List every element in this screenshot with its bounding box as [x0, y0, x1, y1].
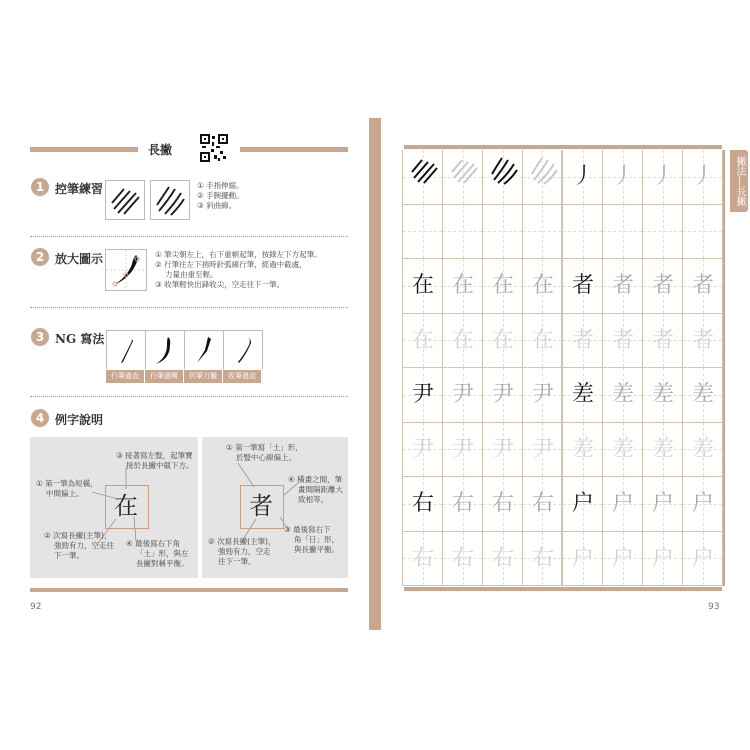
stroke-practice-light-2	[528, 154, 560, 186]
grid-char: 户	[651, 545, 674, 571]
grid-char: 者	[691, 273, 714, 298]
example-panel-2	[202, 437, 348, 578]
example-char: 在	[114, 492, 138, 520]
ng-label-1: 行筆過直	[106, 370, 144, 383]
grid-char: 右	[411, 491, 434, 516]
stroke-practice-light-1	[448, 154, 480, 186]
grid-char: 右	[531, 545, 554, 571]
grid-char: 户	[691, 545, 714, 571]
ng-example-2	[145, 330, 185, 369]
example-panel-1	[30, 437, 198, 578]
divider	[30, 396, 348, 397]
grid-char: 丿	[691, 164, 714, 189]
bottom-bar	[30, 588, 348, 592]
control-practice-1	[105, 180, 145, 220]
grid-char: 差	[691, 382, 714, 407]
example-2-note-2: ② 次寫長撇(主筆)， 強勁有力，空走 往下一筆。	[208, 537, 276, 566]
grid-char: 者	[651, 327, 674, 353]
ng-example-3	[184, 330, 224, 369]
grid-char: 者	[611, 327, 634, 353]
grid-char: 右	[491, 491, 514, 516]
practice-grid	[402, 150, 725, 586]
grid-char: 户	[611, 545, 634, 571]
qr-code-icon	[200, 134, 228, 162]
grid-char: 尹	[531, 436, 554, 462]
ng-label-3: 折筆刀撇	[184, 370, 222, 383]
grid-char: 在	[411, 273, 434, 298]
grid-char: 者	[651, 273, 674, 298]
section-2-notes: ① 筆尖朝左上，右下重頓起筆，按錄左下方起筆。 ② 行筆往左下捎時針弧線行筆，經過中截處， 力量由重至輕。 ③ 收筆輕快出鋒收尖，空走往下一筆。	[155, 250, 322, 289]
grid-bottom-bar	[404, 587, 722, 591]
page-number-right: 93	[708, 602, 720, 612]
grid-char: 右	[411, 545, 434, 571]
grid-char: 尹	[491, 436, 514, 462]
chapter-tab: 撇法—長撇	[730, 150, 748, 212]
grid-char: 右	[451, 491, 474, 516]
grid-char	[443, 212, 483, 252]
grid-char: 在	[411, 327, 434, 353]
grid-char: 户	[651, 491, 674, 516]
grid-char	[483, 212, 523, 252]
title-bar-right	[240, 147, 348, 152]
grid-char: 户	[691, 491, 714, 516]
grid-char: 户	[571, 491, 594, 516]
example-1-note-2: ② 次寫長撇(主筆)， 強勁有力，空走往 下一筆。	[44, 531, 114, 560]
grid-char: 尹	[491, 382, 514, 407]
grid-char: 者	[571, 273, 594, 298]
grid-char: 差	[611, 436, 634, 462]
stroke-practice-dark-2	[488, 154, 520, 186]
grid-char: 尹	[411, 436, 434, 462]
ng-example-1	[106, 330, 146, 369]
stroke-practice-dark-1	[408, 154, 440, 186]
section-2-number: 2	[31, 248, 49, 266]
grid-char: 户	[611, 491, 634, 516]
section-3-title: NG 寫法	[55, 332, 105, 346]
section-1-notes: ① 手指伸縮。 ② 手腕擺動。 ③ 斜曲線。	[197, 181, 244, 210]
grid-char: 差	[571, 436, 594, 462]
page-title: 長撇	[148, 143, 173, 157]
divider	[30, 307, 348, 308]
grid-char: 者	[571, 327, 594, 353]
grid-char: 尹	[411, 382, 434, 407]
grid-char: 差	[571, 382, 594, 407]
grid-char: 右	[531, 491, 554, 516]
grid-char	[603, 212, 643, 252]
grid-char	[643, 212, 683, 252]
grid-char: 户	[571, 545, 594, 571]
grid-char: 右	[491, 545, 514, 571]
grid-char: 在	[491, 273, 514, 298]
enlarged-stroke-diagram	[105, 249, 147, 291]
section-3-number: 3	[31, 328, 49, 346]
example-2-note-3: ④ 橫畫之間，筆 畫間隔距離大 致相等。	[288, 475, 343, 504]
grid-char: 尹	[451, 382, 474, 407]
grid-char: 丿	[571, 164, 594, 189]
example-2-note-4: ③ 最後寫右下 角「日」形， 與長撇平衡。	[284, 525, 339, 554]
grid-char: 在	[531, 327, 554, 353]
page-number-left: 92	[30, 602, 42, 612]
grid-top-bar	[404, 145, 722, 149]
example-1-note-1: ① 第一筆為短橫， 中間偏上。	[36, 479, 98, 498]
grid-char: 尹	[451, 436, 474, 462]
title-bar-left	[30, 147, 138, 152]
grid-char: 差	[651, 436, 674, 462]
grid-char: 者	[611, 273, 634, 298]
example-2-note-1: ① 第一筆寫「土」形， 於豎中心線偏上。	[226, 443, 303, 462]
grid-char: 在	[491, 327, 514, 353]
grid-char: 尹	[531, 382, 554, 407]
grid-char: 在	[451, 327, 474, 353]
grid-char: 丿	[611, 164, 634, 189]
grid-char: 在	[451, 273, 474, 298]
ng-label-2: 行筆過彎	[145, 370, 183, 383]
grid-char: 者	[691, 327, 714, 353]
control-practice-2	[150, 180, 190, 220]
ng-label-4: 收筆過直	[223, 370, 261, 383]
grid-char: 丿	[651, 164, 674, 189]
section-1-number: 1	[31, 178, 49, 196]
divider	[30, 236, 348, 237]
example-1-note-3: ③ 接著寫左豎，起筆寶 接於長撇中截下方。	[116, 451, 194, 470]
grid-char: 差	[611, 382, 634, 407]
ng-example-4	[223, 330, 263, 369]
example-1-note-4: ④ 最後寫右下角 「土」形，與左 長撇對稱平衡。	[126, 539, 189, 568]
section-4-title: 例字說明	[55, 413, 104, 427]
grid-char: 差	[691, 436, 714, 462]
example-char: 者	[249, 492, 273, 520]
section-1-title: 控筆練習	[55, 182, 104, 196]
book-spine	[369, 118, 381, 630]
grid-char: 差	[651, 382, 674, 407]
grid-char	[523, 212, 563, 252]
grid-char	[403, 212, 443, 252]
section-2-title: 放大圖示	[55, 252, 104, 266]
section-4-number: 4	[31, 409, 49, 427]
grid-char: 右	[451, 545, 474, 571]
grid-char: 在	[531, 273, 554, 298]
grid-char	[563, 212, 603, 252]
grid-char	[683, 212, 723, 252]
